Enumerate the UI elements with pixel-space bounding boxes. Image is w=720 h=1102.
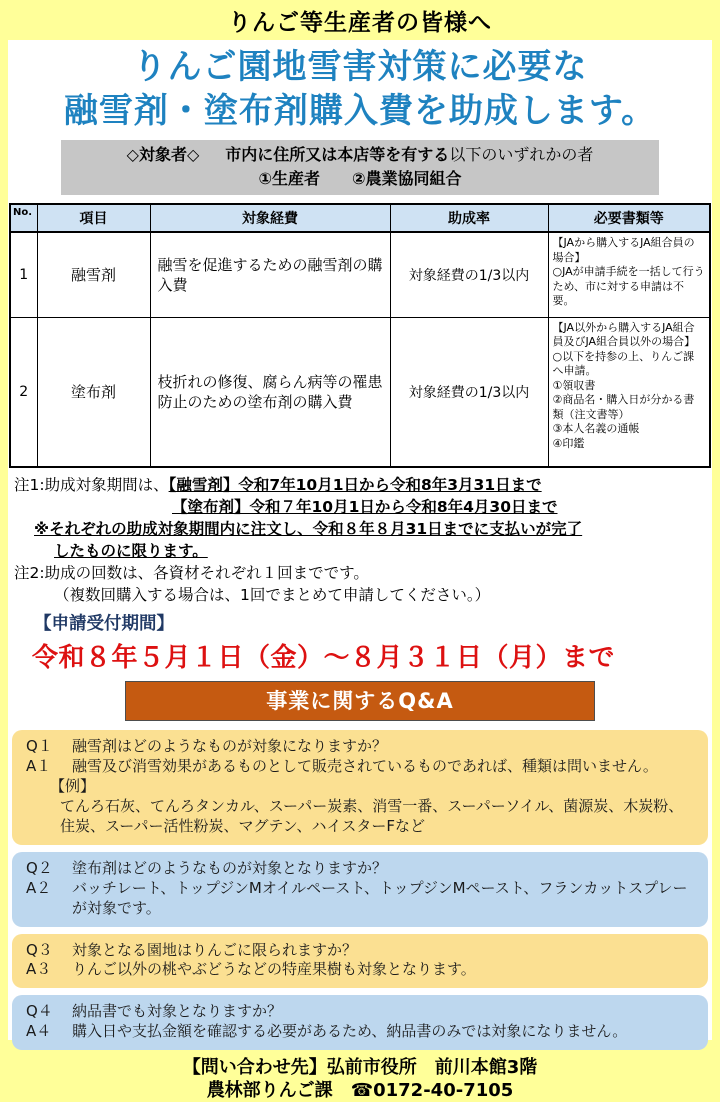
qa-item-2 [12, 852, 708, 927]
contact-phone-number: 0172-40-7105 [373, 1079, 514, 1101]
qa2-answer [26, 879, 698, 919]
col-header-no: No. [10, 204, 37, 232]
table-header-row [10, 204, 710, 232]
row2-expense: 枝折れの修復、腐らん病等の罹患防止のための塗布剤の購入費 [150, 317, 390, 467]
qa1-answer [26, 757, 698, 777]
row2-docs: 【JA以外から購入するJA組合員及びJA組合員以外の場合】 ○以下を持参の上、りんご課へ申請。 ①領収書 ②商品名・購入日が分かる書類（注文書等） ③本人名義の通帳 ④印鑑 [548, 317, 710, 467]
row2-no: 2 [10, 317, 37, 467]
col-header-expense: 対象経費 [150, 204, 390, 232]
note1-caution-line1: ※それぞれの助成対象期間内に注文し、令和８年８月31日までに支払いが完了 [34, 520, 583, 539]
main-title-line1: りんご園地雪害対策に必要な [132, 47, 588, 87]
target-audience-line1 [61, 143, 659, 167]
qa2-a-text: バッチレート、トップジンMオイルペースト、トップジンMペースト、フランカットスプレーが対象です。 [72, 878, 688, 917]
qa3-answer [26, 960, 698, 980]
target-audience-box [61, 140, 659, 195]
application-period-section [8, 610, 712, 674]
notes-section [14, 474, 708, 606]
qa-item-3 [12, 934, 708, 989]
note1-caution-line2: したものに限ります。 [54, 542, 208, 561]
qa1-question [26, 737, 698, 757]
target-audience-label: ◇対象者◇ [126, 145, 200, 165]
application-period-label: 【申請受付期間】 [34, 614, 174, 635]
qa1-q-label: Q１ [26, 737, 53, 756]
row1-no: 1 [10, 232, 37, 317]
col-header-docs: 必要書類等 [548, 204, 710, 232]
main-title [8, 44, 712, 133]
qa4-q-label: Q４ [26, 1002, 53, 1021]
qa1-a-label: A１ [26, 756, 52, 775]
qa3-question [26, 941, 698, 961]
note2-line2: （複数回購入する場合は、1回でまとめて申請してください。） [54, 586, 491, 605]
application-period-dates: 令和８年５月１日（金）～８月３１日（月）まで [32, 643, 616, 674]
row2-item: 塗布剤 [37, 317, 150, 467]
note2-line1: 注2:助成の回数は、各資材それぞれ１回までです。 [14, 564, 369, 583]
row1-expense: 融雪を促進するための融雪剤の購入費 [150, 232, 390, 317]
qa3-a-text: りんご以外の桃やぶどうなどの特産果樹も対象となります。 [72, 960, 476, 979]
row2-rate: 対象経費の1/3以内 [390, 317, 548, 467]
table-row [10, 232, 710, 317]
qa-banner [125, 681, 595, 721]
qa-item-1 [12, 730, 708, 845]
qa2-question [26, 859, 698, 879]
qa2-q-text: 塗布剤はどのようなものが対象となりますか？ [72, 858, 388, 877]
qa3-a-label: A３ [26, 960, 52, 979]
subsidy-table [9, 203, 711, 468]
target-audience-condition-rest: 以下のいずれかの者 [449, 145, 594, 165]
qa4-q-text: 納品書でも対象となりますか？ [72, 1002, 283, 1021]
contact-department: 農林部りんご課 [206, 1079, 351, 1101]
note1-snow-period: 【融雪剤】令和7年10月1日から令和8年3月31日まで [168, 476, 542, 495]
qa1-a-text: 融雪及び消雪効果があるものとして販売されているものであれば、種類は問いません。 [72, 756, 658, 775]
qa4-question [26, 1002, 698, 1022]
qa3-q-label: Q３ [26, 940, 53, 959]
phone-icon: ☎ [350, 1079, 374, 1101]
qa4-a-text: 購入日や支払金額を確認する必要があるため、納品書のみでは対象になりません。 [72, 1022, 628, 1041]
page-header [0, 0, 720, 40]
contact-address: 【問い合わせ先】弘前市役所 前川本館3階 [182, 1057, 538, 1079]
note1-coat-period: 【塗布剤】令和７年10月1日から令和8年4月30日まで [172, 498, 558, 517]
qa4-a-label: A４ [26, 1022, 52, 1041]
qa1-q-text: 融雪剤はどのようなものが対象になりますか？ [72, 737, 388, 756]
qa-banner-text: 事業に関するQ&A [266, 689, 454, 714]
content-area [8, 40, 712, 1101]
qa1-example-label: 【例】 [50, 776, 96, 795]
table-row [10, 317, 710, 467]
row1-docs: 【JAから購入するJA組合員の場合】 ○JAが申請手続を一括して行うため、市に対する申請は不要。 [548, 232, 710, 317]
qa2-q-label: Q２ [26, 858, 53, 877]
qa-item-4 [12, 995, 708, 1050]
col-header-item: 項目 [37, 204, 150, 232]
note1-line1 [14, 474, 708, 496]
qa2-a-label: A２ [26, 878, 52, 897]
note1-line2 [14, 496, 708, 518]
contact-footer [8, 1057, 712, 1102]
target-audience-condition: 市内に住所又は本店等を有する [225, 145, 450, 165]
contact-phone-line [8, 1080, 712, 1102]
qa4-answer [26, 1022, 698, 1042]
row1-item: 融雪剤 [37, 232, 150, 317]
qa3-q-text: 対象となる園地はりんごに限られますか？ [72, 940, 358, 959]
col-header-rate: 助成率 [390, 204, 548, 232]
row1-rate: 対象経費の1/3以内 [390, 232, 548, 317]
note1-prefix: 注1:助成対象期間は、 [14, 476, 169, 495]
page-header-text: りんご等生産者の皆様へ [228, 9, 492, 36]
main-title-line2: 融雪剤・塗布剤購入費を助成します。 [63, 90, 657, 131]
qa1-example-text: てんろ石灰、てんろタンカル、スーパー炭素、消雪一番、スーパーソイル、菌源炭、木炭粉、住炭、スーパー活性粉炭、マグテン、ハイスターFなど [60, 796, 684, 835]
target-audience-options: ①生産者 ②農業協同組合 [258, 169, 462, 189]
